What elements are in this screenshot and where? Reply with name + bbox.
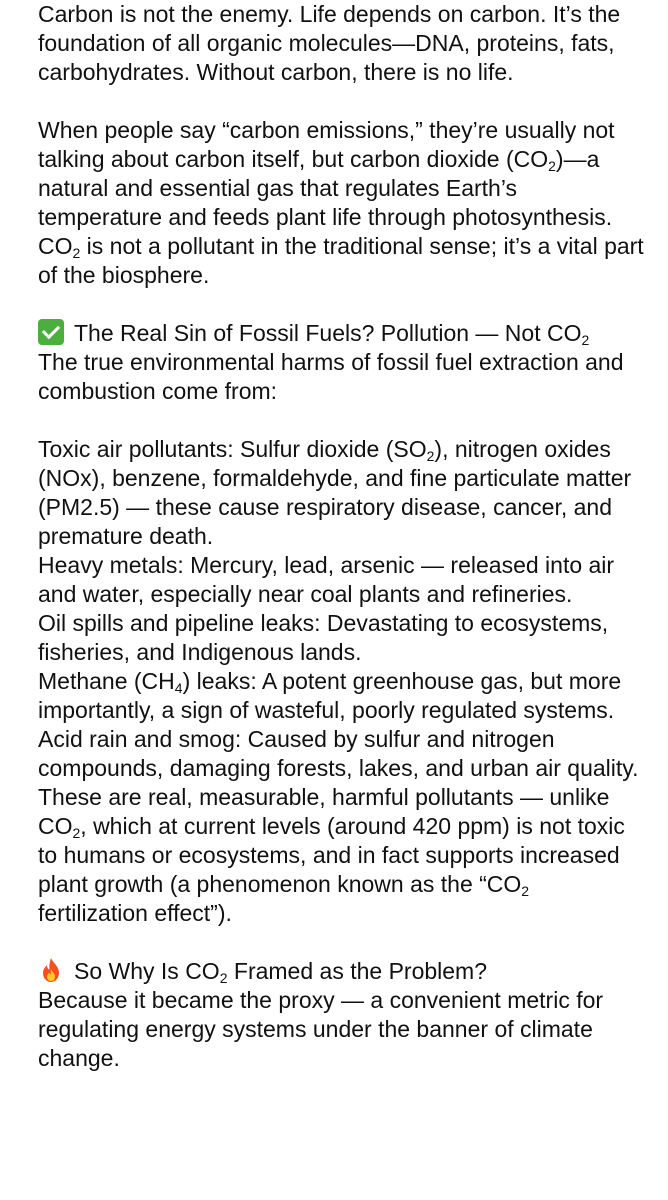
subscript: 2 xyxy=(72,825,81,841)
summary-c: fertilization effect”). xyxy=(38,900,232,926)
pollutant-acid: Acid rain and smog: Caused by sulfur and nitrogen compounds, damaging forests, lakes, and urban air quality. xyxy=(38,726,639,781)
emissions-text-a: When people say “carbon emissions,” they’re usually not talking about carbon itself, but carbon dioxide (CO xyxy=(38,117,615,172)
emissions-paragraph xyxy=(38,116,644,290)
emissions-text-c: is not a pollutant in the traditional sense; it’s a vital part of the biosphere. xyxy=(38,233,644,288)
summary-b: , which at current levels (around 420 ppm) is not toxic to humans or ecosystems, and in fact supports increased plant growth (a phenomenon known as the “CO xyxy=(38,813,625,897)
pollutant-methane-b: ) leaks: A potent greenhouse gas, but more importantly, a sign of wasteful, poorly regulated systems. xyxy=(38,668,622,723)
pollutant-metals: Heavy metals: Mercury, lead, arsenic — released into air and water, especially near coal plants and refineries. xyxy=(38,552,615,607)
section2-heading-text-a: So Why Is CO xyxy=(74,958,220,984)
section2-heading xyxy=(38,957,644,986)
subscript: 2 xyxy=(521,883,530,899)
subscript: 2 xyxy=(548,158,556,174)
section1-heading xyxy=(38,319,644,348)
pollutant-toxic-a: Toxic air pollutants: Sulfur dioxide (SO xyxy=(38,436,427,462)
check-mark-button-icon xyxy=(38,319,64,345)
subscript: 2 xyxy=(72,245,81,261)
section2-body: Because it became the proxy — a convenient metric for regulating energy systems under the banner of climate change. xyxy=(38,987,604,1071)
subscript: 2 xyxy=(219,970,228,986)
pollutants-summary xyxy=(38,783,644,928)
subscript: 2 xyxy=(581,332,590,348)
pollutant-methane-a: Methane (CH xyxy=(38,668,175,694)
summary-a: These are real, measurable, harmful pollutants — unlike CO xyxy=(38,784,610,839)
section2-heading-text-b: Framed as the Problem? xyxy=(227,958,488,984)
subscript: 2 xyxy=(426,448,435,464)
emissions-text-b: )—a natural and essential gas that regulates Earth’s temperature and feeds plant life through photosynthesis. CO xyxy=(38,146,613,259)
pollutant-toxic-b: ), nitrogen oxides (NOx), benzene, formaldehyde, and fine particulate matter (PM2.5) — these cause respiratory disease, cancer, and premature death. xyxy=(38,436,632,549)
intro-paragraph: Carbon is not the enemy. Life depends on carbon. It’s the foundation of all organic molecules—DNA, proteins, fats, carbohydrates. Without carbon, there is no life. xyxy=(38,1,621,85)
section1-intro: The true environmental harms of fossil fuel extraction and combustion come from: xyxy=(38,349,624,404)
pollutant-toxic xyxy=(38,435,644,551)
pollutant-methane xyxy=(38,667,644,725)
subscript: 4 xyxy=(174,680,183,696)
pollutant-spills: Oil spills and pipeline leaks: Devastating to ecosystems, fisheries, and Indigenous lands. xyxy=(38,610,609,665)
section1-heading-text: The Real Sin of Fossil Fuels? Pollution — Not CO xyxy=(74,320,582,346)
fire-icon xyxy=(38,957,64,983)
